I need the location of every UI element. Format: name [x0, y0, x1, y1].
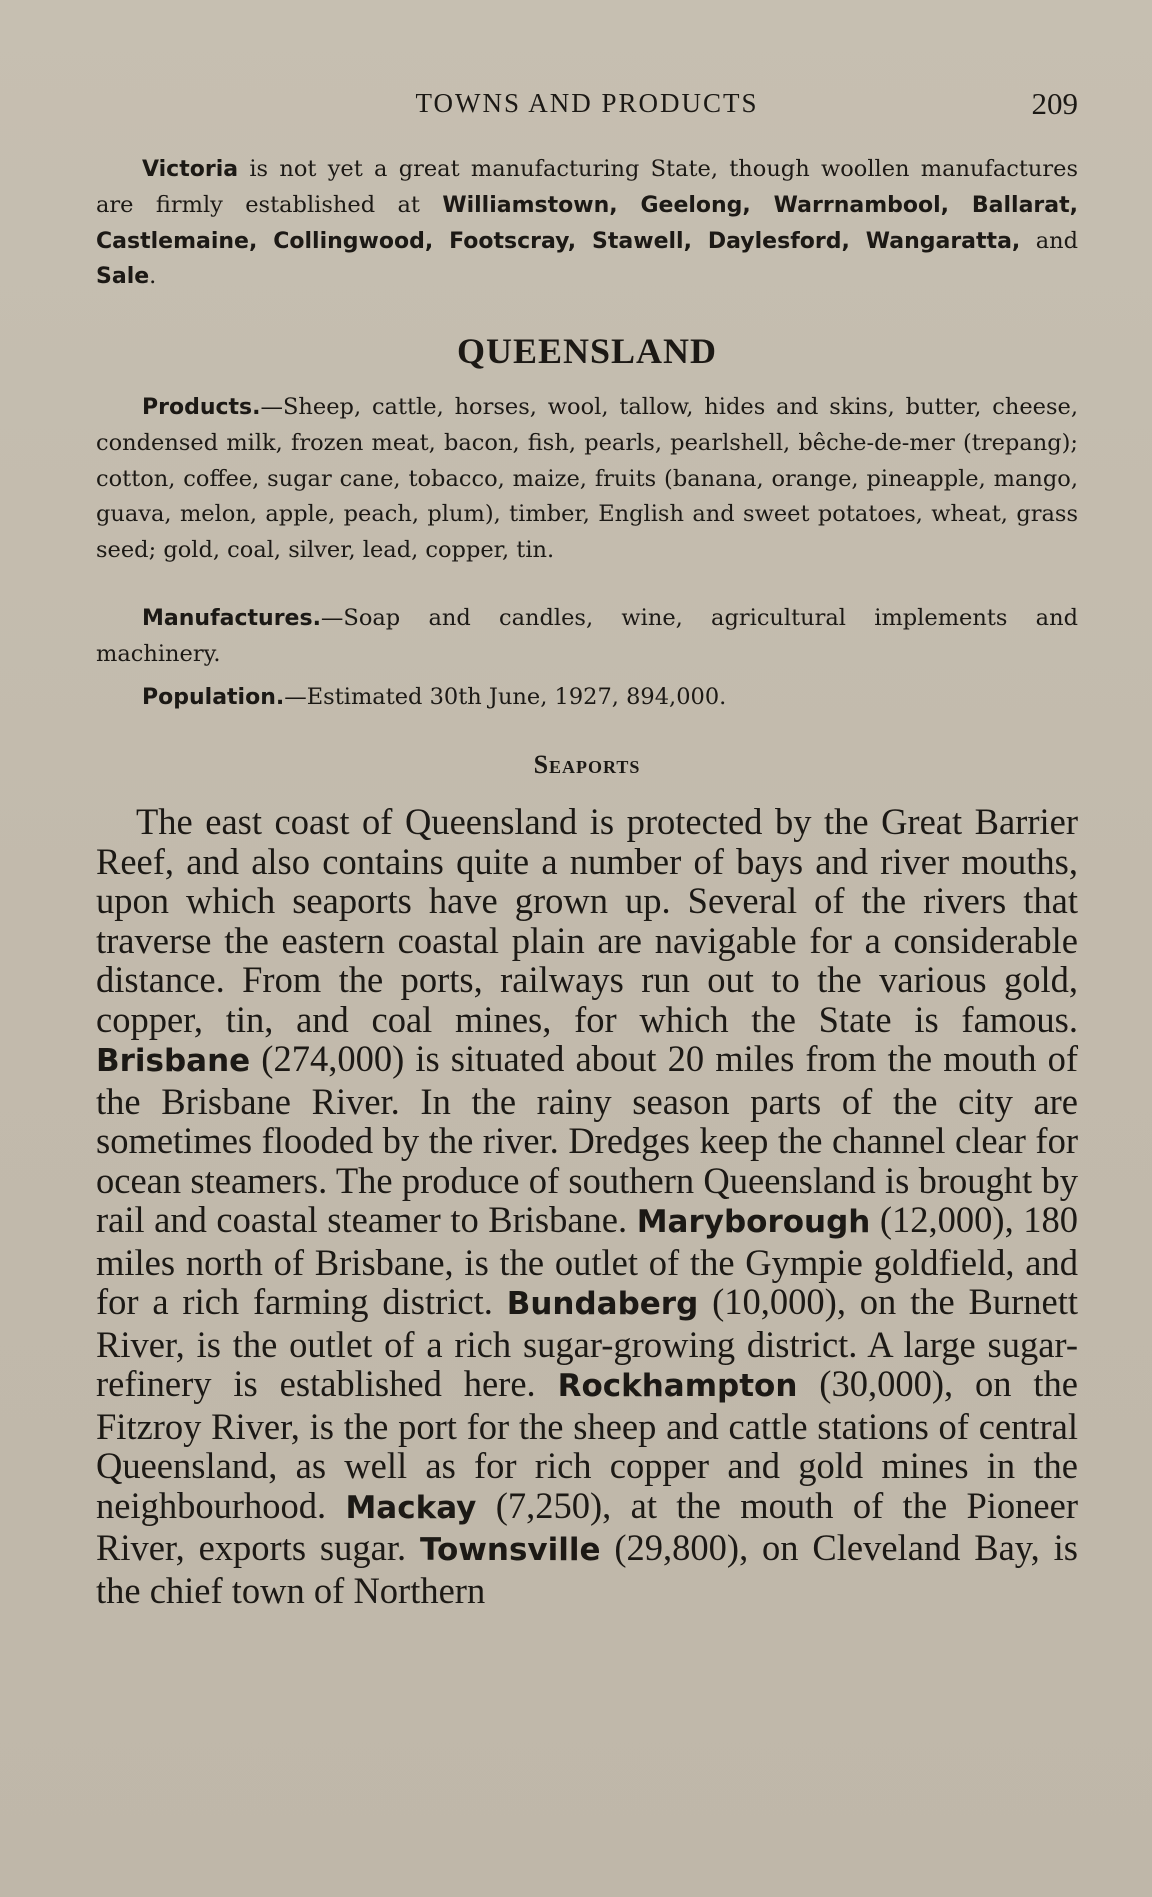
town-townsville: Townsville: [419, 1532, 601, 1568]
population-paragraph: [96, 680, 1078, 716]
seaports-text-4: (10,000), on the Burnett River, is the outlet of a rich sugar-growing district. A large sugar-refinery is established here.: [96, 1281, 1079, 1404]
page-number: 209: [1031, 86, 1078, 121]
victoria-towns: Williamstown, Geelong, Warrnambool, Ballarat, Castlemaine, Collingwood, Footscray, Stawell, Daylesford, Wangaratta,: [96, 192, 1078, 254]
population-label: Population.: [142, 685, 285, 710]
town-maryborough: Maryborough: [636, 1204, 871, 1240]
victoria-last-town: Sale: [96, 264, 150, 290]
seaports-text-2: (274,000) is situated about 20 miles from the mouth of the Brisbane River. In the rainy season parts of the city are sometimes flooded by the river. Dredges keep the channel clear for ocean steamers. The produce of southern Queensland is brought by rail and coastal steamer to Brisbane.: [96, 1038, 1078, 1240]
seaports-text-6: (7,250), at the mouth of the Pioneer River, exports sugar.: [96, 1484, 1078, 1568]
town-bundaberg: Bundaberg: [506, 1286, 699, 1322]
seaports-text-1: The east coast of Queensland is protected by the Great Barrier Reef, and also contains quite a number of bays and river mouths, upon which seaports have grown up. Several of the rivers that traverse the eastern coastal plain are navigable for a considerable distance. From the ports, railways run out to the various gold, copper, tin, and coal mines, for which the State is famous.: [96, 801, 1078, 1040]
queensland-heading: QUEENSLAND: [456, 331, 718, 371]
seaports-text-3: (12,000), 180 miles north of Brisbane, is the outlet of the Gympie goldfield, and for a rich farming district.: [96, 1199, 1079, 1322]
victoria-paragraph: [96, 152, 1078, 295]
town-brisbane: Brisbane: [96, 1043, 251, 1079]
page-header: [96, 88, 1078, 128]
manufactures-text: —Soap and candles, wine, agricultural implements and machinery.: [96, 605, 1078, 667]
victoria-label: Victoria: [142, 157, 239, 182]
products-paragraph: [96, 390, 1078, 569]
seaports-heading-wrap: [96, 750, 1078, 780]
running-title: TOWNS AND PRODUCTS: [415, 88, 759, 118]
victoria-end: .: [149, 263, 157, 290]
products-label: Products.: [142, 395, 261, 420]
seaports-text-7: (29,800), on Cleveland Bay, is the chief town of Northern: [96, 1527, 1078, 1611]
seaports-paragraph: [96, 802, 1078, 1610]
seaports-text-5: (30,000), on the Fitzroy River, is the port for the sheep and cattle stations of central Queensland, as well as for rich copper and gold mines in the neighbourhood.: [96, 1363, 1079, 1526]
manufactures-paragraph: [96, 601, 1078, 673]
manufactures-label: Manufactures.: [142, 606, 321, 631]
victoria-and: and: [1020, 227, 1079, 254]
queensland-heading-wrap: [96, 330, 1078, 372]
population-text: —Estimated 30th June, 1927, 894,000.: [284, 684, 727, 710]
seaports-heading: Seaports: [533, 750, 641, 779]
town-rockhampton: Rockhampton: [557, 1368, 798, 1404]
town-mackay: Mackay: [345, 1489, 477, 1526]
products-text: —Sheep, cattle, horses, wool, tallow, hides and skins, butter, cheese, condensed milk, frozen meat, bacon, fish, pearls, pearlshell, bêche-de-mer (trepang); cotton, coffee, sugar cane, tobacco, maize, fruits (banana, orange, pineapple, mango, guava, melon, apple, peach, plum), timber, English and sweet potatoes, wheat, grass seed; gold, coal, silver, lead, copper, tin.: [96, 394, 1078, 564]
victoria-text: is not yet a great manufacturing State, though woollen manufactures are firmly established at: [96, 156, 1078, 218]
